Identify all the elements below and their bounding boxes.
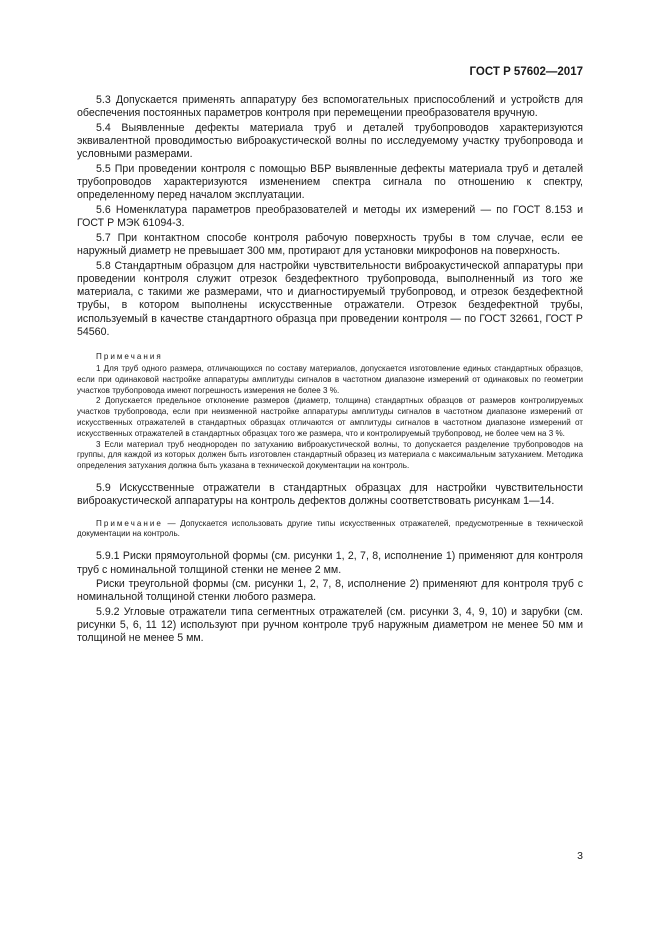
clause-5-9-2: 5.9.2 Угловые отражатели типа сегментных отражателей (см. рисунки 3, 4, 9, 10) и зарубки (см. рисунки 5, 6, 11 12) используют при ручном контроле труб наружным диаметром не менее 50 мм и толщиной не менее 5 мм. <box>77 605 583 645</box>
note-5-9-text: — Допускается использовать другие типы искусственных отражателей, предусмотренные в технической документации на контроль. <box>77 518 583 539</box>
notes-block <box>77 352 583 472</box>
clause-5-9-1-cont: Риски треугольной формы (см. рисунки 1, 2, 7, 8, исполнение 2) применяют для контроля труб с номинальной толщиной стенки любого размера. <box>77 578 583 604</box>
clause-5-7: 5.7 При контактном способе контроля рабочую поверхность трубы в том случае, если ее наружный диаметр не превышает 300 мм, протирают для установки микрофонов на поверхность. <box>77 231 583 258</box>
note-3: 3 Если материал труб неоднороден по затуханию виброакустической волны, то допускается разделение трубопроводов на группы, для каждой из которых должен быть изготовлен стандартный образец из материала с максимальным затуханием. Методика определения затухания должна быть указана в технической документации на контроль. <box>77 439 583 471</box>
page-body <box>77 94 583 646</box>
note-1: 1 Для труб одного размера, отличающихся по составу материалов, допускается изготовление единых стандартных образцов, если при одинаковой настройке аппаратуры амплитуды сигналов в частотном диапазоне измерений от одинаковых по геометрии участков трубопровода имеют погрешность измерения не более 3 %. <box>77 364 583 395</box>
note-5-9 <box>77 519 583 541</box>
note-2: 2 Допускается предельное отклонение размеров (диаметр, толщина) стандартных образцов от размеров контролируемых участков трубопровода, если при неизменной настройке аппаратуры амплитуды сигналов в частотном диапазоне измерений от искусственных отражателей в стандартных образцах отличаются от амплитуды сигналов в частотном диапазоне измерений от искусственных отражателей в стандартных образцах того же размера, что и контролируемый трубопровод, не более чем на 3 %. <box>77 396 583 438</box>
clauses-5-9-1-to-5-9-2 <box>77 550 583 645</box>
clause-5-3: 5.3 Допускается применять аппаратуру без вспомогательных приспособлений и устройств для обеспечения постоянных параметров контроля при перемещении преобразователя вручную. <box>77 94 583 120</box>
clause-5-5: 5.5 При проведении контроля с помощью ВБР выявленные дефекты материала труб и деталей трубопроводов характеризуются изменением спектра сигнала по отношению к спектру, определенному перед началом эксплуатации. <box>77 162 583 202</box>
clause-5-9-block <box>77 482 583 509</box>
notes-title <box>77 352 583 363</box>
clause-5-6: 5.6 Номенклатура параметров преобразователей и методы их измерений — по ГОСТ 8.153 и ГОСТ Р МЭК 61094-3. <box>77 203 583 230</box>
page-number: 3 <box>577 850 583 862</box>
note-5-9-label: Примечание <box>96 518 163 528</box>
clause-5-8: 5.8 Стандартным образцом для настройки чувствительности виброакустической аппаратуры при проведении контроля служит отрезок бездефектного трубопровода, выполненный из того же материала, с такими же размерами, что и диагностируемый трубопровод, и отрезок бездефектной трубы, в котором выполнены искусственные отражатели. Отрезок бездефектной трубы, используемый в качестве стандартного образца при проведении контроля — по ГОСТ 32661, ГОСТ Р 54560. <box>77 259 583 338</box>
document-code-header: ГОСТ Р 57602—2017 <box>469 66 583 78</box>
clause-5-9: 5.9 Искусственные отражатели в стандартных образцах для настройки чувствительности виброакустической аппаратуры на контроль дефектов должны соответствовать рисункам 1—14. <box>77 482 583 508</box>
note-5-9-block <box>77 519 583 541</box>
notes-title-text: Примечания <box>96 352 163 362</box>
clause-5-4: 5.4 Выявленные дефекты материала труб и деталей трубопроводов характеризуются эквивалентной проводимостью виброакустической волны по исследуемому участку трубопровода и условными размерами. <box>77 121 583 161</box>
clauses-5-3-to-5-8 <box>77 94 583 339</box>
clause-5-9-1: 5.9.1 Риски прямоугольной формы (см. рисунки 1, 2, 7, 8, исполнение 1) применяют для контроля труб с номинальной толщиной стенки не менее 2 мм. <box>77 550 583 576</box>
